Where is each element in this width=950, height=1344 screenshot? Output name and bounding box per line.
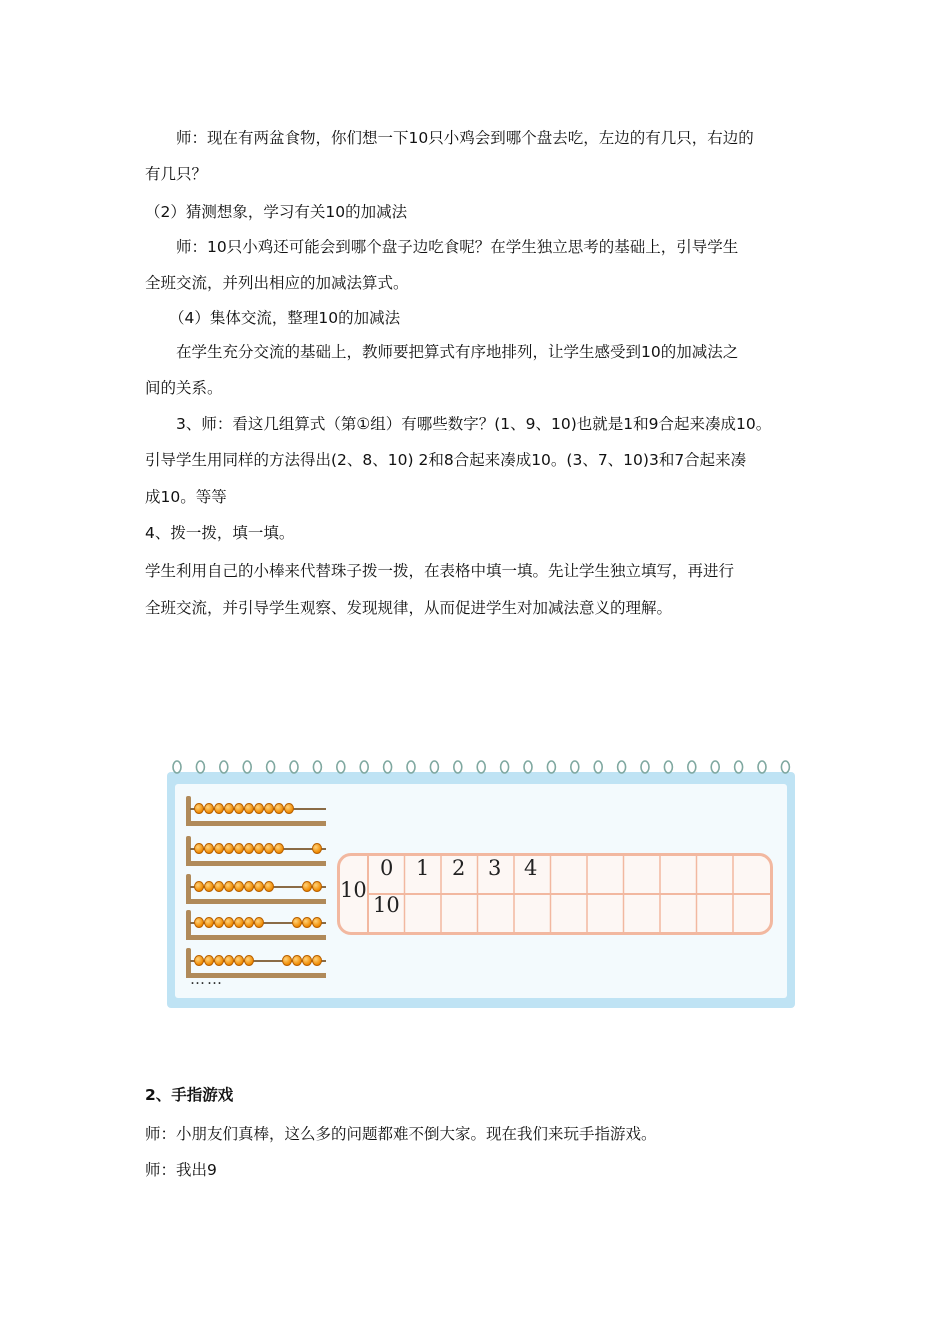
bead	[244, 955, 254, 966]
bead	[194, 803, 204, 814]
bead	[234, 881, 244, 892]
ring-icon	[313, 761, 321, 773]
ring-icon	[641, 761, 649, 773]
scallop-edge	[308, 773, 320, 780]
bead	[204, 955, 214, 966]
table-cell-top: 1	[416, 856, 430, 880]
paragraph-3-cont: 全班交流，并列出相应的加减法算式。	[145, 274, 409, 292]
ring-icon	[594, 761, 602, 773]
paragraph-1: 师：现在有两盆食物，你们想一下10只小鸡会到哪个盘去吃，左边的有几只，右边的	[176, 129, 754, 147]
scallop-edge	[449, 773, 461, 780]
bead	[234, 803, 244, 814]
bead	[254, 843, 264, 854]
bead	[224, 917, 234, 928]
ring-icon	[501, 761, 509, 773]
bead	[244, 803, 254, 814]
paragraph-8: 学生利用自己的小棒来代替珠子拨一拨，在表格中填一填。先让学生独立填写，再进行	[145, 562, 735, 580]
bead	[264, 843, 274, 854]
ring-icon	[664, 761, 672, 773]
scallop-edge	[238, 773, 250, 780]
bead	[312, 843, 322, 854]
paragraph-6-cont2: 成10。等等	[145, 488, 227, 506]
scallop-edge	[355, 773, 367, 780]
paragraph-1-cont: 有几只？	[145, 165, 208, 183]
bead	[234, 843, 244, 854]
bead	[204, 917, 214, 928]
bead	[274, 803, 284, 814]
ring-icon	[547, 761, 555, 773]
scallop-edge	[730, 773, 742, 780]
table-cell-top: 0	[380, 856, 394, 880]
bead	[194, 955, 204, 966]
paragraph-9: 师：小朋友们真棒，这么多的问题都难不倒大家。现在我们来玩手指游戏。	[145, 1125, 657, 1143]
bead	[204, 803, 214, 814]
ring-icon	[290, 761, 298, 773]
bead	[224, 881, 234, 892]
scallop-edge	[402, 773, 414, 780]
abacus-row	[186, 836, 326, 866]
bead	[204, 843, 214, 854]
bead	[214, 917, 224, 928]
bead	[194, 917, 204, 928]
ring-icon	[384, 761, 392, 773]
ring-icon	[735, 761, 743, 773]
ring-icon	[781, 761, 789, 773]
scallop-edge	[613, 773, 625, 780]
bead	[204, 881, 214, 892]
more-ellipsis: ……	[190, 970, 224, 988]
bead	[312, 955, 322, 966]
ring-icon	[196, 761, 204, 773]
bead	[214, 803, 224, 814]
number-table	[337, 853, 773, 935]
bead	[224, 955, 234, 966]
scallop-edge	[542, 773, 554, 780]
scallop-edge	[472, 773, 484, 780]
bead	[284, 803, 294, 814]
ring-icon	[407, 761, 415, 773]
abacus-frame-base	[186, 935, 326, 940]
scallop-edge	[285, 773, 297, 780]
bead	[292, 955, 302, 966]
subheading-4: （4）集体交流，整理10的加减法	[169, 309, 401, 327]
scallop-edge	[379, 773, 391, 780]
ring-icon	[267, 761, 275, 773]
table-cell-top: 4	[524, 856, 538, 880]
scallop-edge	[753, 773, 765, 780]
ring-icon	[430, 761, 438, 773]
scallop-edge	[519, 773, 531, 780]
ring-icon	[454, 761, 462, 773]
bead	[194, 881, 204, 892]
bead	[244, 917, 254, 928]
bead	[302, 955, 312, 966]
abacus-row	[186, 874, 326, 904]
ring-icon	[758, 761, 766, 773]
ring-icon	[571, 761, 579, 773]
abacus-frame-base	[186, 861, 326, 866]
bead	[274, 843, 284, 854]
abacus-row	[186, 910, 326, 940]
scallop-edge	[496, 773, 508, 780]
bead	[302, 881, 312, 892]
section-heading-finger-game: 2、手指游戏	[145, 1086, 234, 1104]
table-grid	[340, 856, 770, 932]
abacus-frame-base	[186, 899, 326, 904]
scallop-edge	[659, 773, 671, 780]
ring-icon	[688, 761, 696, 773]
ring-icon	[711, 761, 719, 773]
bead	[244, 843, 254, 854]
scallop-edge	[589, 773, 601, 780]
step-4-heading: 4、拨一拨，填一填。	[145, 524, 295, 542]
bead	[234, 955, 244, 966]
ring-icon	[477, 761, 485, 773]
scallop-edge	[191, 773, 203, 780]
ring-icon	[618, 761, 626, 773]
bead	[254, 881, 264, 892]
scallop-edge	[168, 773, 180, 780]
bead	[244, 881, 254, 892]
paragraph-3: 师：10只小鸡还可能会到哪个盘子边吃食呢？在学生独立思考的基础上，引导学生	[176, 238, 739, 256]
bead	[234, 917, 244, 928]
ring-icon	[243, 761, 251, 773]
bead	[224, 803, 234, 814]
ring-icon	[337, 761, 345, 773]
table-cell-top: 2	[452, 856, 466, 880]
ring-icon	[524, 761, 532, 773]
scallop-edge	[706, 773, 718, 780]
bead	[264, 881, 274, 892]
table-cell-bottom: 10	[373, 893, 400, 917]
bead	[214, 843, 224, 854]
abacus-frame-base	[186, 821, 326, 826]
bead	[214, 955, 224, 966]
scallop-edge	[776, 773, 788, 780]
ring-icon	[220, 761, 228, 773]
bead	[194, 843, 204, 854]
scallop-edge	[262, 773, 274, 780]
bead	[264, 803, 274, 814]
ring-icon	[173, 761, 181, 773]
notebook-rings	[167, 758, 795, 780]
scallop-edge	[636, 773, 648, 780]
paragraph-5-cont: 间的关系。	[145, 379, 223, 397]
bead	[292, 917, 302, 928]
bead	[312, 881, 322, 892]
paragraph-5: 在学生充分交流的基础上，教师要把算式有序地排列，让学生感受到10的加减法之	[176, 343, 739, 361]
scallop-edge	[425, 773, 437, 780]
scallop-edge	[332, 773, 344, 780]
bead	[224, 843, 234, 854]
bead	[254, 917, 264, 928]
bead	[302, 917, 312, 928]
bead	[254, 803, 264, 814]
table-label: 10	[340, 878, 367, 902]
paragraph-8-cont: 全班交流，并引导学生观察、发现规律，从而促进学生对加减法意义的理解。	[145, 599, 673, 617]
scallop-edge	[566, 773, 578, 780]
paragraph-10: 师：我出9	[145, 1161, 217, 1179]
paragraph-6-cont: 引导学生用同样的方法得出(2、8、10) 2和8合起来凑成10。(3、7、10)3和7合起来凑	[145, 451, 747, 469]
bead	[282, 955, 292, 966]
scallop-edge	[683, 773, 695, 780]
scallop-edge	[215, 773, 227, 780]
bead	[312, 917, 322, 928]
ring-icon	[360, 761, 368, 773]
paragraph-6: 3、师：看这几组算式（第①组）有哪些数字？(1、9、10)也就是1和9合起来凑成10。	[176, 415, 772, 433]
table-cell-top: 3	[488, 856, 502, 880]
bead	[214, 881, 224, 892]
subheading-2: （2）猜测想象，学习有关10的加减法	[145, 203, 408, 221]
abacus-row	[186, 796, 326, 826]
